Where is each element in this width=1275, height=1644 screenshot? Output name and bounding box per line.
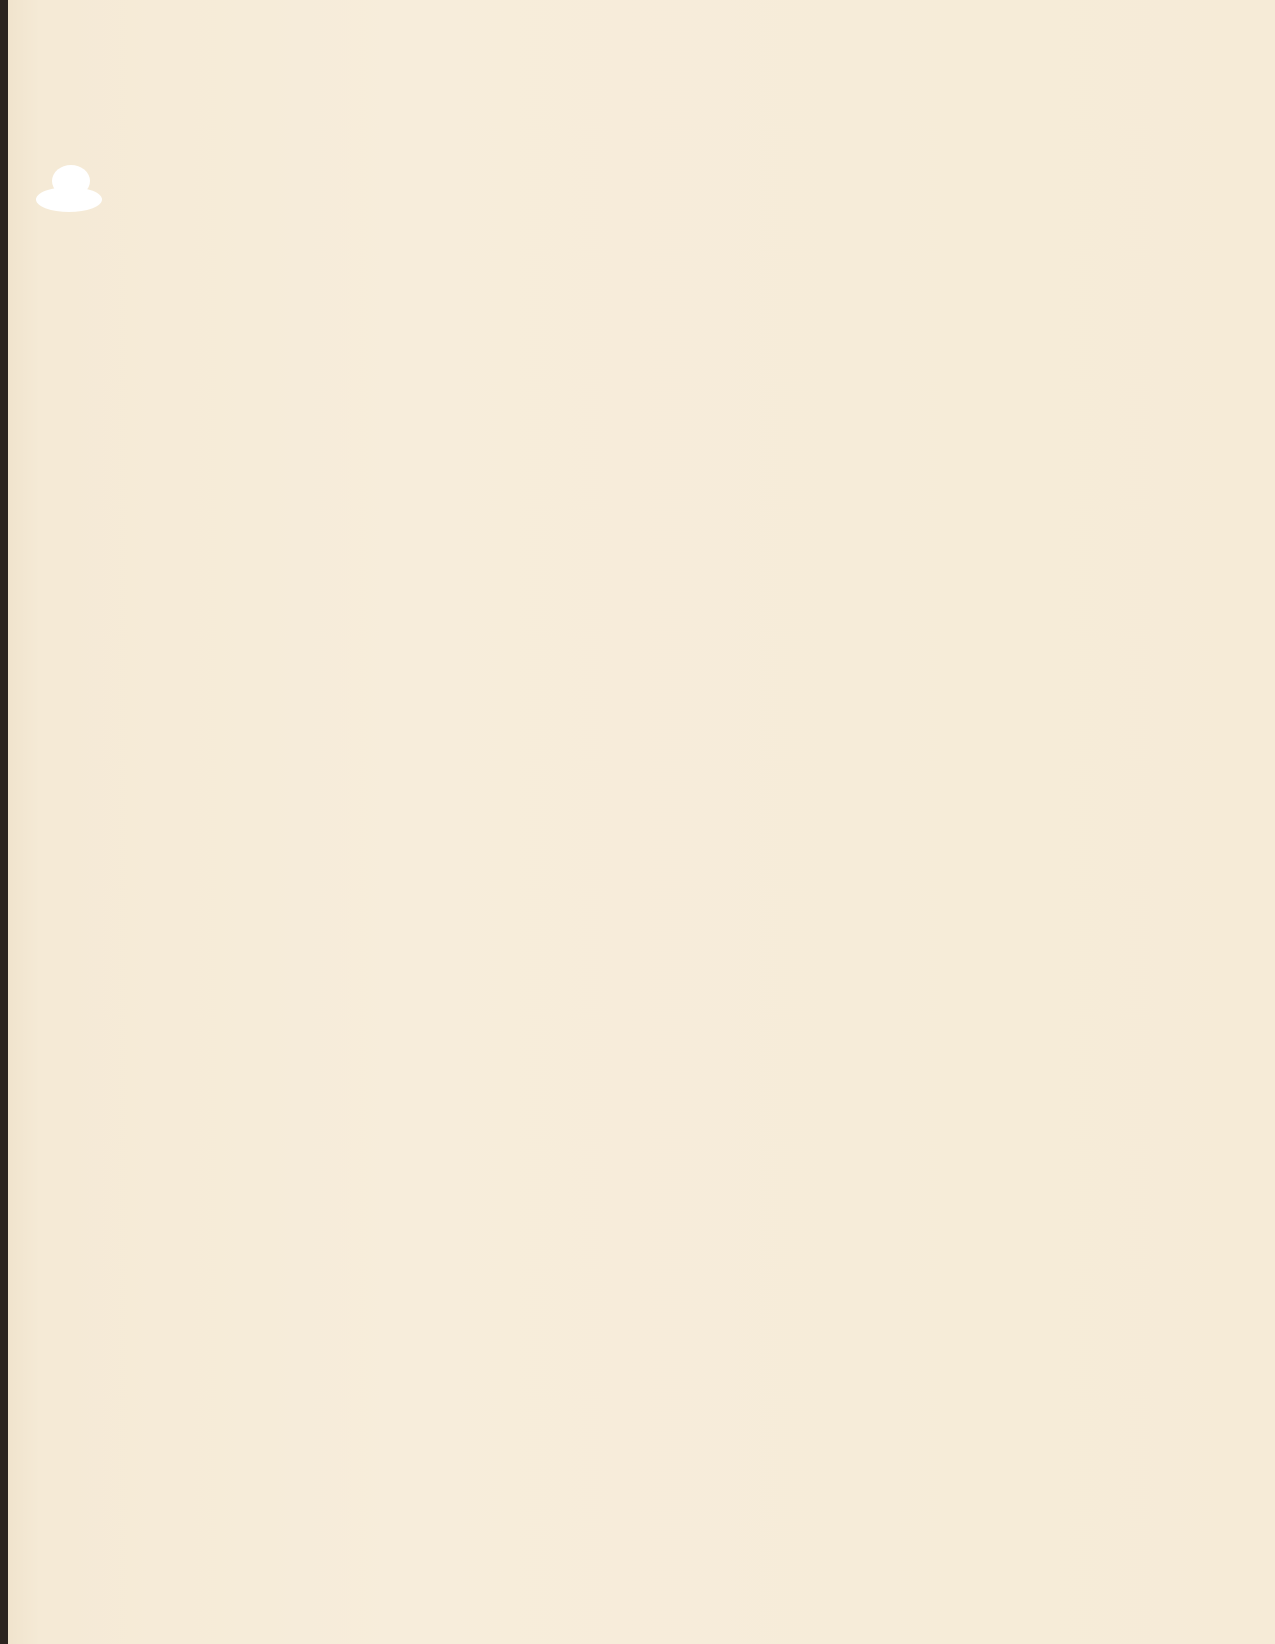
page-edge [0,0,8,1644]
binder-hole [36,187,102,212]
